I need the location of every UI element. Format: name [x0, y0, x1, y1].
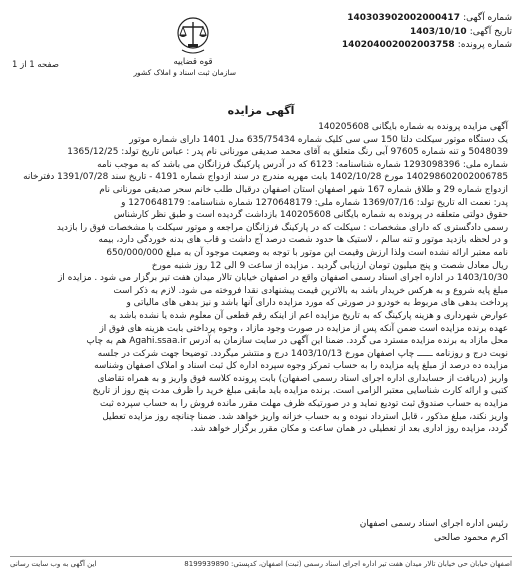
document-title: آگهی مزایده — [227, 104, 295, 117]
footer-address: اصفهان خیابان حی خیابان تالار میدان هفت تیر اداره اجرای اسناد رسمی (ثبت) اصفهان، کدپستی: 8199939890 — [184, 560, 512, 568]
ad-number-label: شماره آگهی: — [463, 13, 512, 23]
ad-date: 1403/10/10 — [409, 26, 467, 37]
signatory-title: رئیس اداره اجرای اسناد رسمی اصفهان — [359, 519, 508, 529]
body-line: کتبی و ارائه کارت شناسایی معتبر الزامی است. برنده مزایده باید مابقی مبلغ خرید را ظرف مدت پنج روز از تاریخ — [92, 386, 508, 397]
body-line: نامه معتبر ارائه نشده است ولذا ارزش وقیمت این موتور با توجه به وضعیت موجود آن به مبلغ 650/000/000 — [106, 247, 508, 258]
case-number: 140204002002003758 — [341, 40, 455, 50]
body-line: پدر: نعمت اله تاریخ تولد: 1369/07/16 شماره ملی: 1270648179 شماره شناسنامه: 1270648179 و — [121, 197, 508, 208]
org-name-registration: سازمان ثبت اسناد و املاک کشور — [133, 68, 236, 77]
body-line: گردد، مزایده روز اداری بعد از تعطیلی در همان ساعت و مکان مقرر برگزار خواهد شد. — [190, 424, 508, 435]
body-line: نوبت درج و روزنامه ــــــ چاپ اصفهان مورخ 1403/10/13 درج و منتشر میگردد. توضیحا جهت شرکت در جلسه — [97, 348, 508, 359]
body-line: پرداخت بدهی های مربوط به خودرو در صورتی که مورد مزایده دارای آنها باشد و نیز بدهی های مالیاتی و — [126, 298, 508, 309]
body-line: عهده برنده مزایده است ضمن آنکه پس از مزایده در صورت وجود مازاد ، وجوه پرداختی بابت هزینه های فوق از — [99, 323, 508, 334]
body-line: عوارض شهرداری و هزینه پارکینگ که به تاریخ مزایده اعم از اینکه رقم قطعی آن معلوم شده یا نشده باشد به — [109, 310, 508, 321]
body-line: ریال معادل شصت و پنج میلیون تومان ارزیابی گردید . مزایده از ساعت 9 الی 12 روز شنبه مورخ — [151, 260, 508, 271]
body-line: مبلغ پایه شروع و به هرکس خریدار باشد به بالاترین قیمت پیشنهادی نقدا فروخته می شود. لازم به ذکر است — [113, 285, 508, 296]
case-number-label: شماره پرونده: — [457, 40, 512, 50]
org-name-judiciary: قوه قضاییه — [173, 57, 213, 67]
footer-site: این آگهی به وب سایت رسانی — [10, 560, 97, 568]
signature-block — [208, 517, 508, 545]
body-line: مزایده به حساب صندوق ثبت تودیع نماید و در صورتیکه ظرف مهلت مقرر مانده فروش را به حساب سپرده ثبت — [100, 399, 508, 410]
page-number: صفحه 1 از 1 — [12, 60, 59, 70]
body-line: ازدواج شماره 29 و طلاق شماره 167 شهر اصفهان استان اصفهان درقبال طلب خانم سحر صدیقی مورنانی نام — [99, 184, 508, 195]
ad-date-row — [262, 26, 512, 40]
body-line: رسمی دادگستری که دارای مشخصات : سیکلت که در پارکینگ فرزانگان مراجعه و موتور سیکلت با مشخصات فوق را بازدید — [56, 222, 508, 233]
body-line: 1403/10/30 در اداره اجرای اسناد رسمی اصفهان واقع در اصفهان خیابان تالار میدان هفت تیر برگزار می شود . مزایده از — [58, 273, 508, 284]
body-line: یک دستگاه موتور سیکلت دلتا 150 سی سی کلیک شماره 635/75434 مدل 1401 دارای شماره موتور — [129, 134, 508, 145]
body-line: 5048039 و تنه شماره 97605 آبی رنگ متعلق به آقای محمد صدیقی مورنانی نام پدر : عباس تاریخ تولد: 1365/12/25 — [67, 147, 508, 158]
body-line: مزایده ده درصد از مبلغ پایه مزایده را به حساب تمرکز وجوه سپرده اداره کل ثبت اسناد و املاک اصفهان وشناسه — [94, 361, 508, 372]
page-footer — [10, 556, 512, 571]
case-number-row — [262, 39, 512, 53]
body-line: و در لحظه بازدید موتور و تنه سالم ، لاستیک ها حدود شصت درصد آج داشت و قاب های بدنه خوردگی دارد، بیمه — [98, 235, 508, 246]
body-line: آگهی مزایده پرونده به شماره بایگانی 140205608 — [318, 122, 508, 132]
body-line: محل مازاد به برنده مزایده مسترد می گردد. ضمنا این آگهی در سایت سازمان به آدرس Agahi.ssaa.ir هم به چاپ — [86, 336, 508, 347]
signatory-name: اکرم محمود صالحی — [434, 533, 508, 543]
body-line: 140298602002006785 مورخ 1402/10/28 بابت مهریه مندرج در سند ازدواج شماره 4191 - تاریخ سند 1391/07/28 دفترخانه — [23, 172, 508, 183]
auction-notice-body — [14, 121, 508, 436]
body-line: شماره ملی: 1293098396 شماره شناسنامه: 6123 که در آدرس پارکینگ فرزانگان می باشد که به موجب نامه — [97, 159, 508, 170]
organization-emblem — [133, 16, 236, 77]
ad-date-label: تاریخ آگهی: — [469, 26, 512, 37]
ad-number: 140303902002000417 — [347, 13, 460, 23]
ad-metadata — [262, 12, 512, 53]
body-line: واریز نکند، مبلغ مذکور ، قابل استرداد نبوده و به حساب خزانه واریز خواهد شد. ضمنا چنانچه روز مزایده تعطیل — [102, 411, 508, 422]
body-line: واریز (دریافت از حسابداری اداره اجرای اسناد رسمی اصفهان) بابت پرونده کلاسه فوق واریز و به همراه تقاضای — [97, 373, 508, 384]
judiciary-scales-emblem-icon — [174, 16, 212, 56]
body-line: حقوق دولتی متعلقه در پرونده به شماره بایگانی 140205608 بازداشت گردیده است و طبق نظر کارشناس — [113, 210, 508, 221]
ad-number-row — [262, 12, 512, 26]
